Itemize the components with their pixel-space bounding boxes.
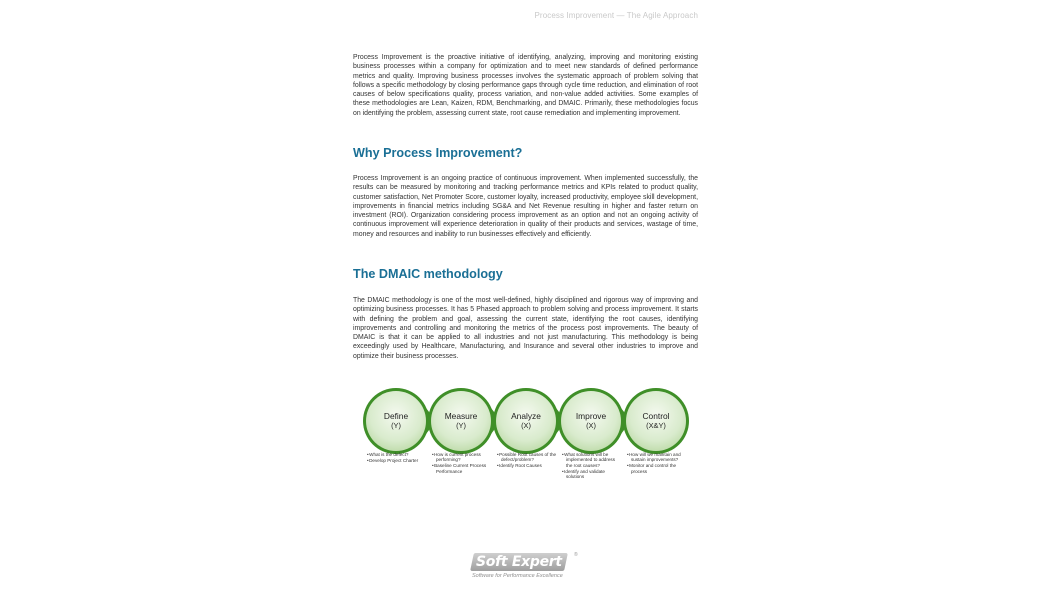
dmaic-heading: The DMAIC methodology [353,267,503,281]
intro-paragraph: Process Improvement is the proactive initiative of identifying, analyzing, improving and monitoring existing business processes within a company for optimization and to meet new standards of defined performance metrics and quality. Improving business processes involves the systematic approach of problem solving that follows a specific methodology by closing performance gaps through cycle time reduction, and elimination of root causes of below specifications quality, process variation, and non-value added activities. Some examples of these methodologies are Lean, Kaizen, RDM, Benchmarking, and DMAIC. Primarily, these methodologies focus on identifying the problem, assessing current state, root cause remediation and implementing improvement. [353,54,698,117]
phase-note: • Monitor and control the process [627,463,687,474]
why-process-improvement-heading: Why Process Improvement? [353,146,523,160]
phase-note: • What solutions will be implemented to address the root causes? [562,452,622,468]
logo-tagline: Software for Performance Excellence [472,573,563,579]
phase-note: • What is the defect? [367,452,427,457]
phase-analyze-notes [497,452,557,469]
phase-name: Improve [575,411,607,421]
softexpert-logo [470,553,580,585]
phase-note: • Possible Root causes of the defect/problem? [497,452,557,463]
phase-variable: (Y) [456,421,466,430]
phase-define-circle [363,388,429,454]
phase-improve-notes [562,452,622,480]
document-page [353,0,698,600]
phase-note: • Identify Root Causes [497,463,557,468]
phase-note: • Baseline Current Process Performance [432,463,492,474]
running-header: Process Improvement — The Agile Approach [534,11,698,20]
dmaic-paragraph: The DMAIC methodology is one of the most well-defined, highly disciplined and rigorous way of improving and optimizing business processes. It has 5 Phased approach to problem solving and process improvement. It starts with defining the problem and goal, assessing the current state, identifying the root causes, identifying improvements and controlling and monitoring the metrics of the process post improvements. The beauty of DMAIC is that it can be applied to all industries and not just manufacturing. This methodology is being exceedingly used by Healthcare, Manufacturing, and Insurance and several other industries to improve and optimize their business processes. [353,297,698,360]
why-process-improvement-paragraph: Process Improvement is an ongoing practice of continuous improvement. When implemented successfully, the results can be measured by monitoring and tracking performance metrics and KPIs related to product quality, customer satisfaction, Net Promoter Score, customer loyalty, increased productivity, employee skill development, improvements in financial metrics including SG&A and Net Revenue resulting in higher and faster return on investment (ROI). Organization considering process improvement as an option and not an ongoing activity of continuous improvement will experience deterioration in quality of their products and services, wastage of time, money and resources and inability to run businesses effectively and efficiently. [353,175,698,238]
phase-control-circle [623,388,689,454]
phase-analyze-circle [493,388,559,454]
phase-name: Measure [444,411,478,421]
phase-inner [561,391,621,451]
phase-name: Define [383,411,409,421]
phase-measure-notes [432,452,492,475]
phase-inner [496,391,556,451]
phase-inner [431,391,491,451]
phase-note: • Develop Project Charter [367,458,427,463]
phase-variable: (X) [521,421,531,430]
logo-wordmark: Soft Expert [470,553,568,571]
phase-variable: (X&Y) [646,421,666,430]
phase-improve-circle [558,388,624,454]
phase-name: Control [642,411,670,421]
phase-note: • Identify and validate solutions [562,469,622,480]
phase-define-notes [367,452,427,464]
phase-inner [626,391,686,451]
phase-variable: (X) [586,421,596,430]
dmaic-diagram [363,388,693,498]
phase-note: • How is current process performing? [432,452,492,463]
phase-variable: (Y) [391,421,401,430]
registered-mark: ® [574,552,578,558]
phase-name: Analyze [511,411,541,421]
phase-note: • How will we maintain and sustain improvements? [627,452,687,463]
phase-measure-circle [428,388,494,454]
phase-control-notes [627,452,687,475]
phase-inner [366,391,426,451]
